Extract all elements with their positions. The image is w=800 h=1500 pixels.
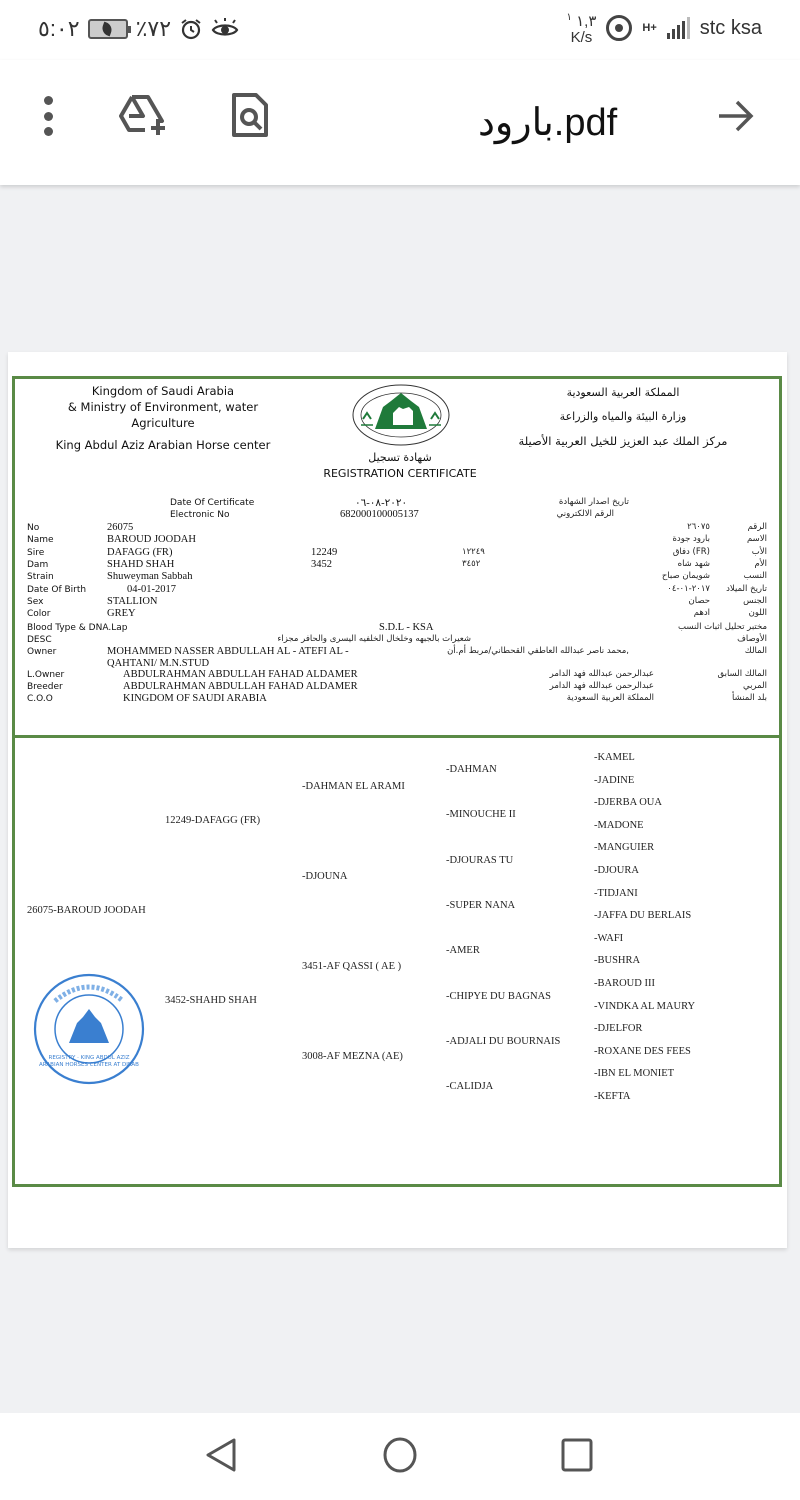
field-label-ar: الجنس: [743, 595, 767, 606]
desc-label: DESC: [27, 635, 52, 645]
field-value: DAFAGG (FR): [107, 546, 173, 558]
pedigree-gen4: -BUSHRA: [594, 955, 641, 967]
field-label: Color: [27, 609, 51, 620]
l-owner-label-ar: المالك السابق: [717, 669, 767, 679]
header-en-line: & Ministry of Environment, water: [67, 400, 259, 414]
owner-label: Owner: [27, 647, 57, 657]
center-logo: [349, 381, 453, 451]
date-of-certificate-value: ٢٠٢٠-٠٨-٠٦: [355, 498, 408, 509]
speed-badge: ١: [566, 12, 572, 23]
pedigree-great-grandparent: -DAHMAN: [446, 764, 497, 775]
owner-value-ar: ,محمد ناصر عبدالله العاطفي القحطاني/مربط أم.أن: [447, 646, 629, 656]
pedigree-great-grandparent: -DJOURAS TU: [446, 854, 514, 866]
speed-value: ١,٣: [576, 13, 597, 30]
pedigree-gen4: -KEFTA: [594, 1091, 631, 1102]
field-value-ar: ٢٦٠٧٥: [687, 522, 710, 532]
coo-label-ar: بلد المنشأ: [732, 693, 767, 703]
status-bar: [0, 0, 800, 60]
pedigree-great-grandparent: -CHIPYE DU BAGNAS: [446, 990, 552, 1002]
pedigree-gen4: -JAFFA DU BERLAIS: [594, 910, 692, 922]
pdf-page[interactable]: [8, 352, 787, 1248]
breeder-label: Breeder: [27, 682, 63, 692]
hotspot-icon: [606, 15, 632, 41]
pedigree-grandparent: 3451-AF QASSI ( AE ): [302, 961, 402, 972]
pedigree-great-grandparent: -SUPER NANA: [446, 899, 516, 911]
field-value-ar: ادهم: [693, 608, 710, 619]
field-label: Sire: [27, 547, 45, 558]
pedigree-gen4: -DJERBA OUA: [594, 797, 662, 809]
pedigree-gen4: -KAMEL: [594, 752, 635, 763]
pedigree-gen4: -ROXANE DES FEES: [594, 1045, 691, 1057]
desc-label-ar: الأوصاف: [737, 634, 767, 644]
speed-unit: K/s: [570, 29, 593, 46]
field-label-ar: الأب: [751, 546, 767, 557]
pedigree-gen4: -BAROUD III: [594, 978, 655, 989]
pedigree-gen4: -IBN EL MONIET: [594, 1068, 675, 1080]
pedigree-great-grandparent: -CALIDJA: [446, 1081, 494, 1093]
field-value-ar: حصان: [688, 595, 710, 606]
field-value: GREY: [107, 608, 136, 620]
back-icon[interactable]: [204, 1437, 238, 1473]
field-value: SHAHD SHAH: [107, 558, 175, 570]
field-value: 26075: [107, 522, 134, 533]
home-icon[interactable]: [382, 1437, 418, 1473]
carrier-name: stc ksa: [699, 16, 762, 39]
header-ar-line: المملكة العربية السعودية: [566, 386, 680, 399]
breeder-value: ABDULRAHMAN ABDULLAH FAHAD ALDAMER: [123, 681, 358, 692]
navigation-bar: [0, 1413, 800, 1500]
pedigree-great-grandparent: -MINOUCHE II: [446, 809, 516, 821]
field-label-ar: الاسم: [747, 534, 767, 545]
field-label: Strain: [27, 572, 54, 583]
stamp-seal-icon: [31, 971, 147, 1087]
pedigree-grandparent: -DAHMAN EL ARAMI: [302, 781, 405, 792]
pedigree-gen4: -JADINE: [594, 774, 635, 786]
battery-icon: [88, 19, 128, 39]
field-label: Date Of Birth: [27, 584, 87, 595]
pedigree-gen4: -VINDKA AL MAURY: [594, 1000, 696, 1012]
pedigree-gen4: -TIDJANI: [594, 887, 638, 899]
header-english: [43, 383, 283, 453]
date-of-certificate-label-ar: تاريخ اصدار الشهادة: [558, 497, 629, 507]
pedigree-grandparent: -DJOUNA: [302, 871, 348, 882]
stamp-text: REGISTRY · KING ABDUL AZIZ ARABIAN HORSES CENTER AT DIRAB: [39, 1055, 139, 1068]
coo-label: C.O.O: [27, 694, 53, 704]
header-en-line: Kingdom of Saudi Arabia: [91, 384, 235, 398]
pedigree-horse: 26075-BAROUD JOODAH: [27, 905, 146, 916]
l-owner-value: ABDULRAHMAN ABDULLAH FAHAD ALDAMER: [123, 669, 358, 680]
clock: ٥:٠٢: [38, 16, 80, 41]
field-extra: 12249: [311, 546, 338, 558]
header-en-line: Agriculture: [131, 416, 195, 430]
breeder-value-ar: عبدالرحمن عبدالله فهد الدامر: [549, 681, 654, 691]
alarm-icon: [179, 17, 203, 41]
field-extra: 3452: [311, 558, 332, 570]
document-title: بارود.pdf: [478, 102, 618, 144]
pedigree-parent: 12249-DAFAGG (FR): [165, 815, 261, 826]
pedigree-gen4: -MANGUIER: [594, 842, 655, 854]
owner-label-ar: المالك: [744, 646, 767, 656]
breeder-label-ar: المربي: [742, 681, 767, 691]
owner-value-line1: MOHAMMED NASSER ABDULLAH AL - ATEFI AL -: [107, 646, 349, 657]
registration-certificate: [12, 376, 782, 1187]
header-ar-line: مركز الملك عبد العزيز للخيل العربية الأصيلة: [518, 434, 728, 448]
date-of-certificate-label: Date Of Certificate: [170, 498, 255, 508]
field-extra-ar: ٣٤٥٢: [462, 558, 481, 569]
field-value-ar: (FR) دفاق: [672, 546, 710, 557]
field-label-ar: الأم: [754, 558, 767, 569]
electronic-no-label-ar: الرقم الالكتروني: [556, 509, 614, 519]
header-ar-line: وزارة البيئة والمياه والزراعة: [559, 410, 687, 423]
field-value: BAROUD JOODAH: [107, 534, 196, 546]
field-label: Name: [27, 535, 54, 546]
l-owner-label: L.Owner: [27, 670, 65, 680]
l-owner-value-ar: عبدالرحمن عبدالله فهد الدامر: [549, 669, 654, 679]
more-vert-icon[interactable]: [42, 96, 54, 136]
blood-type-label: Blood Type & DNA.Lap: [27, 623, 128, 633]
certificate-title-ar: شهادة تسجيل: [368, 451, 432, 464]
header-arabic: [493, 381, 753, 453]
arrow-forward-icon[interactable]: [715, 98, 757, 134]
blood-type-value: S.D.L - KSA: [379, 622, 434, 633]
electronic-no-value: 682000100005137: [340, 509, 419, 520]
find-in-page-icon[interactable]: [230, 93, 270, 139]
add-to-drive-icon[interactable]: [118, 93, 170, 139]
coo-value-ar: المملكة العربية السعودية: [566, 693, 654, 703]
battery-percent: ٪٧٢: [135, 16, 172, 41]
field-value: 04-01-2017: [127, 583, 176, 595]
pedigree-gen4: -MADONE: [594, 819, 644, 831]
pedigree-gen4: -DJOURA: [594, 865, 639, 876]
status-right: [567, 10, 762, 46]
header-en-center: King Abdul Aziz Arabian Horse center: [55, 438, 271, 452]
field-value-ar: ٢٠١٧-٠١-٠٤: [667, 583, 710, 594]
desc-value: شعيرات بالجبهه وخلخال الخلفيه اليسرى والحافر مجزاء: [277, 634, 471, 644]
certificate-title: REGISTRATION CERTIFICATE: [323, 467, 477, 480]
status-left: [38, 16, 239, 42]
pedigree-gen4: -WAFI: [594, 932, 624, 944]
signal-icon: [667, 17, 690, 39]
field-label-ar: النسب: [743, 571, 767, 582]
field-label-ar: تاريخ الميلاد: [726, 583, 767, 594]
blood-type-label-ar: مختبر تحليل اثبات النسب: [678, 622, 767, 632]
owner-value-line2: QAHTANI/ M.N.STUD: [107, 658, 210, 669]
pedigree-parent: 3452-SHAHD SHAH: [165, 995, 257, 1006]
field-label: Dam: [27, 559, 49, 570]
field-value: STALLION: [107, 595, 158, 607]
field-value-ar: بارود جودة: [672, 534, 710, 545]
field-value: Shuweyman Sabbah: [107, 571, 193, 583]
pedigree-great-grandparent: -ADJALI DU BOURNAIS: [446, 1035, 561, 1047]
pedigree-great-grandparent: -AMER: [446, 945, 480, 957]
field-label: No: [27, 523, 40, 533]
field-extra-ar: ١٢٢٤٩: [462, 546, 485, 557]
eye-comfort-icon: [211, 17, 239, 41]
pedigree-grandparent: 3008-AF MEZNA (AE): [302, 1051, 403, 1062]
electronic-no-label: Electronic No: [170, 510, 230, 520]
recents-icon[interactable]: [560, 1437, 596, 1473]
coo-value: KINGDOM OF SAUDI ARABIA: [123, 693, 267, 704]
network-type: H+: [642, 21, 657, 34]
field-label: Sex: [27, 596, 44, 607]
field-label-ar: الرقم: [747, 522, 767, 532]
app-bar: [0, 60, 800, 185]
network-speed: [567, 10, 597, 46]
section-divider: [15, 735, 779, 738]
field-value-ar: شهد شاه: [677, 558, 710, 569]
pedigree-gen4: -DJELFOR: [594, 1023, 643, 1035]
registry-stamp: [31, 971, 147, 1087]
field-label-ar: اللون: [748, 608, 767, 619]
field-value-ar: شويمان صباح: [661, 571, 710, 582]
